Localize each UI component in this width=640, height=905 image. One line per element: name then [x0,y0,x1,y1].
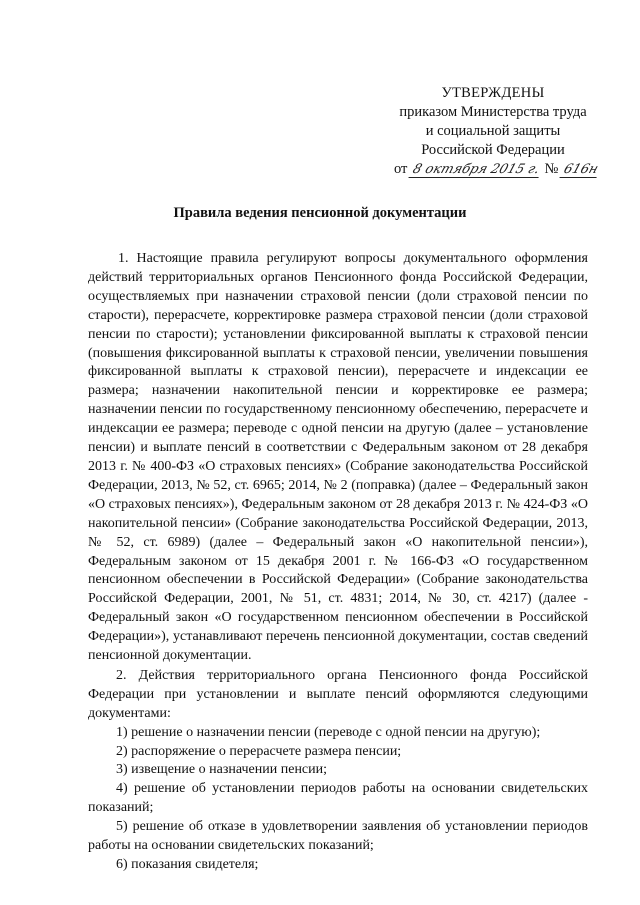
approval-heading: УТВЕРЖДЕНЫ [441,85,545,101]
paragraph-2: 2. Действия территориального органа Пенсионного фонда Российской Федерации при установлении и выплате пенсий оформляются следующими документами: [88,667,588,721]
list-item: 3) извещение о назначении пенсии; [116,762,328,778]
approval-line-federation: Российской Федерации [421,142,565,158]
date-prefix: от [394,161,408,177]
handwritten-date: 8 октября 2015 г. [408,162,543,178]
list-item: 2) распоряжение о перерасчете размера пенсии; [116,743,402,759]
approval-line-social: и социальной защиты [425,123,561,139]
number-prefix: № [544,161,559,177]
handwritten-number: 616н [559,162,602,178]
document-title: Правила ведения пенсионной документации [173,205,467,221]
list-item: 5) решение об отказе в удовлетворении заявления об установлении периодов работы на основании свидетельских показаний; [88,819,588,854]
document-body [88,250,588,875]
approval-stamp-block [388,84,598,179]
paragraph-1: 1. Настоящие правила регулируют вопросы документального оформления действий территориальных органов Пенсионного фонда Российской Федерации, осуществляемых при назначении страховой пенсии (доли страховой пенсии по старости), перерасчете, корректировке размера страховой пенсии (доли страховой пенсии по старости); установлении фиксированной выплаты к страховой пенсии (повышения фиксированной выплаты к страховой пенсии, увеличении повышения фиксированной выплаты к страховой пенсии), перерасчете и индексации ее размера; назначении накопительной пенсии и корректировке ее размера; назначении пенсии по государственному пенсионному обеспечению, перерасчете и индексации ее размера; переводе с одной пенсии на другую (далее – установление пенсии) и выплате пенсий в соответствии с Федеральным законом от 28 декабря 2013 г. № 400-ФЗ «О страховых пенсиях» (Собрание законодательства Российской Федерации, 2013, № 52, ст. 6965; 2014, № 2 (поправка) (далее – Федеральный закон «О страховых пенсиях»), Федеральным законом от 28 декабря 2013 г. № 424-ФЗ «О накопительной пенсии» (Собрание законодательства Российской Федерации, 2013, № 52, ст. 6989) (далее – Федеральный закон «О накопительной пенсии»), Федеральным законом от 15 декабря 2001 г. № 166-ФЗ «О государственном пенсионном обеспечении в Российской Федерации» (Собрание законодательства Российской Федерации, 2001, № 51, ст. 4831; 2014, № 30, ст. 4217) (далее - Федеральный закон «О государственном пенсионном обеспечении в Российской Федерации»), устанавливают перечень пенсионной документации, состав сведений пенсионной документации. [88,251,588,664]
approval-date-line [388,160,598,179]
list-item: 1) решение о назначении пенсии (переводе с одной пенсии на другую); [116,724,541,740]
list-item: 4) решение об установлении периодов работы на основании свидетельских показаний; [88,781,588,816]
approval-line-ministry: приказом Министерства труда [399,104,587,120]
list-item: 6) показания свидетеля; [116,857,259,872]
